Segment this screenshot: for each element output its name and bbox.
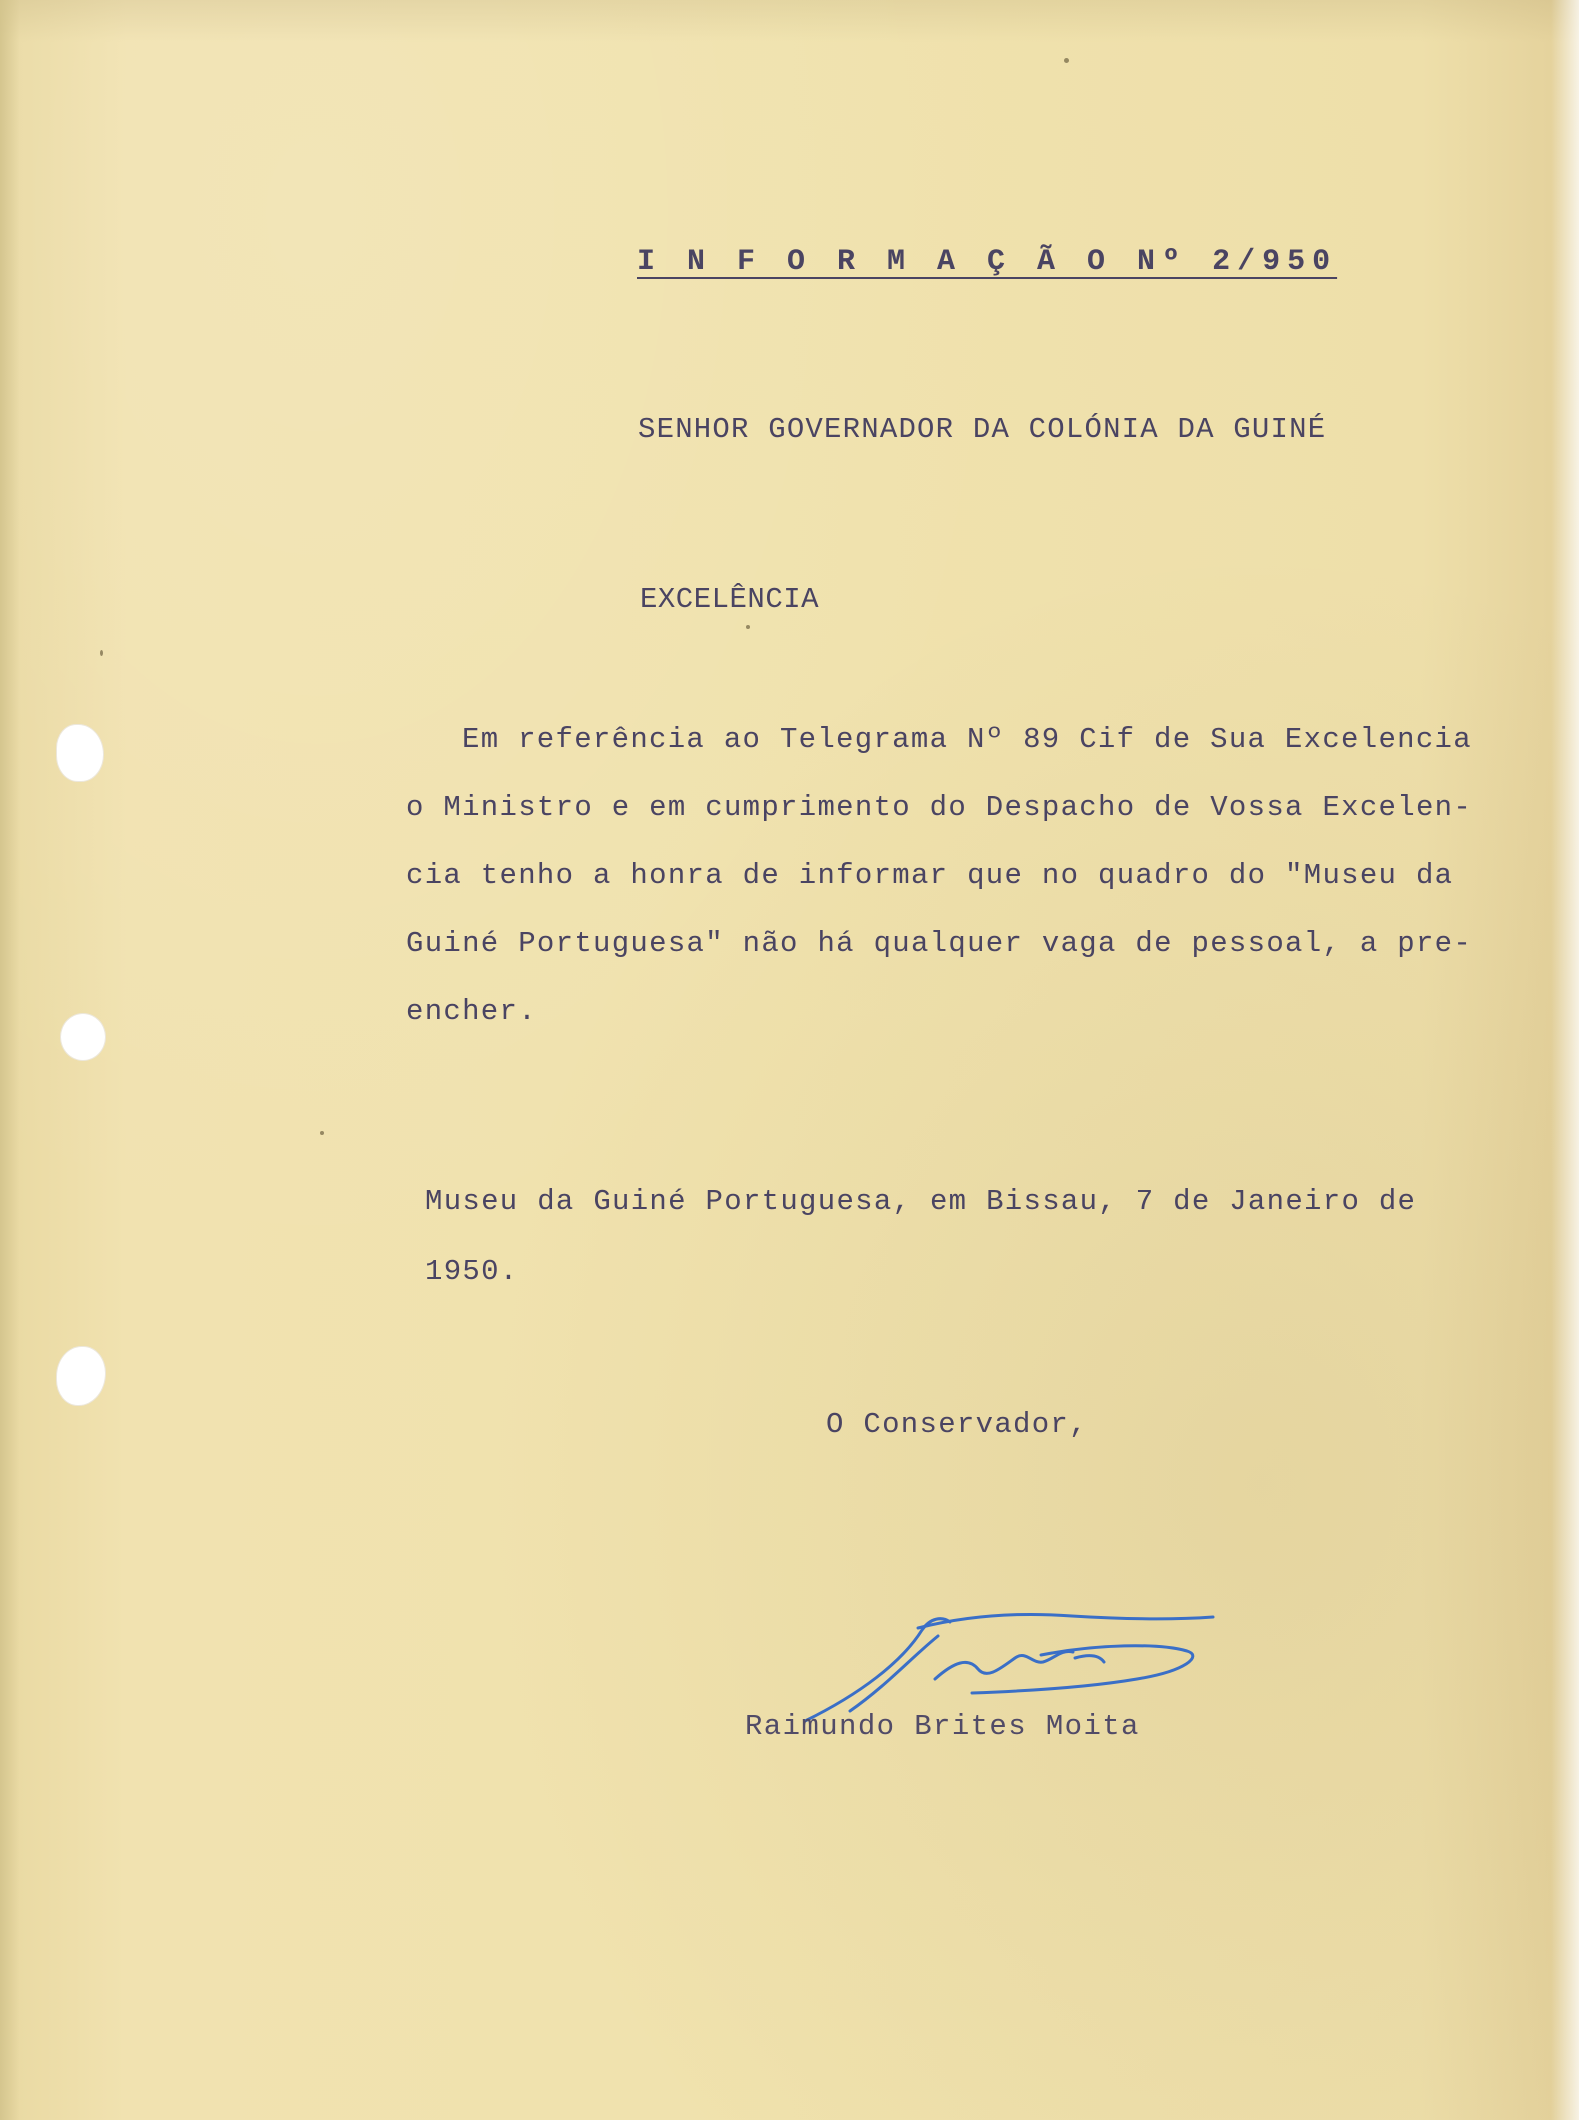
punch-hole-top	[56, 724, 104, 782]
signature-stroke	[850, 1636, 938, 1711]
letter-body	[406, 706, 1536, 1046]
body-line: Guiné Portuguesa" não há qualquer vaga de pessoal, a pre-	[406, 927, 1473, 960]
signature-stroke	[1075, 1656, 1104, 1662]
place-date-line: 1950.	[425, 1255, 519, 1288]
paper-left-shadow	[0, 0, 20, 2120]
salutation: EXCELÊNCIA	[640, 583, 820, 616]
document-title: I N F O R M A Ç Ã O Nº 2/950	[637, 245, 1338, 279]
paper-speck	[320, 1131, 324, 1135]
body-line: cia tenho a honra de informar que no quadro do "Museu da	[406, 859, 1454, 892]
punch-hole-middle	[60, 1013, 106, 1061]
place-and-date	[425, 1167, 1505, 1307]
body-line: o Ministro e em cumprimento do Despacho de Vossa Excelen-	[406, 791, 1473, 824]
signature-stroke	[935, 1651, 1073, 1679]
closing-title: O Conservador,	[826, 1408, 1088, 1441]
punch-hole-bottom	[56, 1346, 106, 1406]
paper-speck	[100, 650, 103, 656]
signature-stroke	[918, 1615, 1213, 1629]
paper-right-edge	[1551, 0, 1579, 2120]
paper-speck	[746, 625, 750, 629]
place-date-line: Museu da Guiné Portuguesa, em Bissau, 7 de Janeiro de	[425, 1185, 1417, 1218]
signer-name: Raimundo Brites Moita	[745, 1710, 1140, 1743]
paper-top-shadow	[0, 0, 1579, 42]
body-line: Em referência ao Telegrama Nº 89 Cif de Sua Excelencia	[462, 723, 1472, 756]
addressee-line: SENHOR GOVERNADOR DA COLÓNIA DA GUINÉ	[638, 413, 1327, 446]
signature-stroke	[972, 1646, 1193, 1693]
paper-speck	[1064, 58, 1069, 63]
body-line: encher.	[406, 995, 537, 1028]
signature-stroke	[805, 1619, 950, 1721]
